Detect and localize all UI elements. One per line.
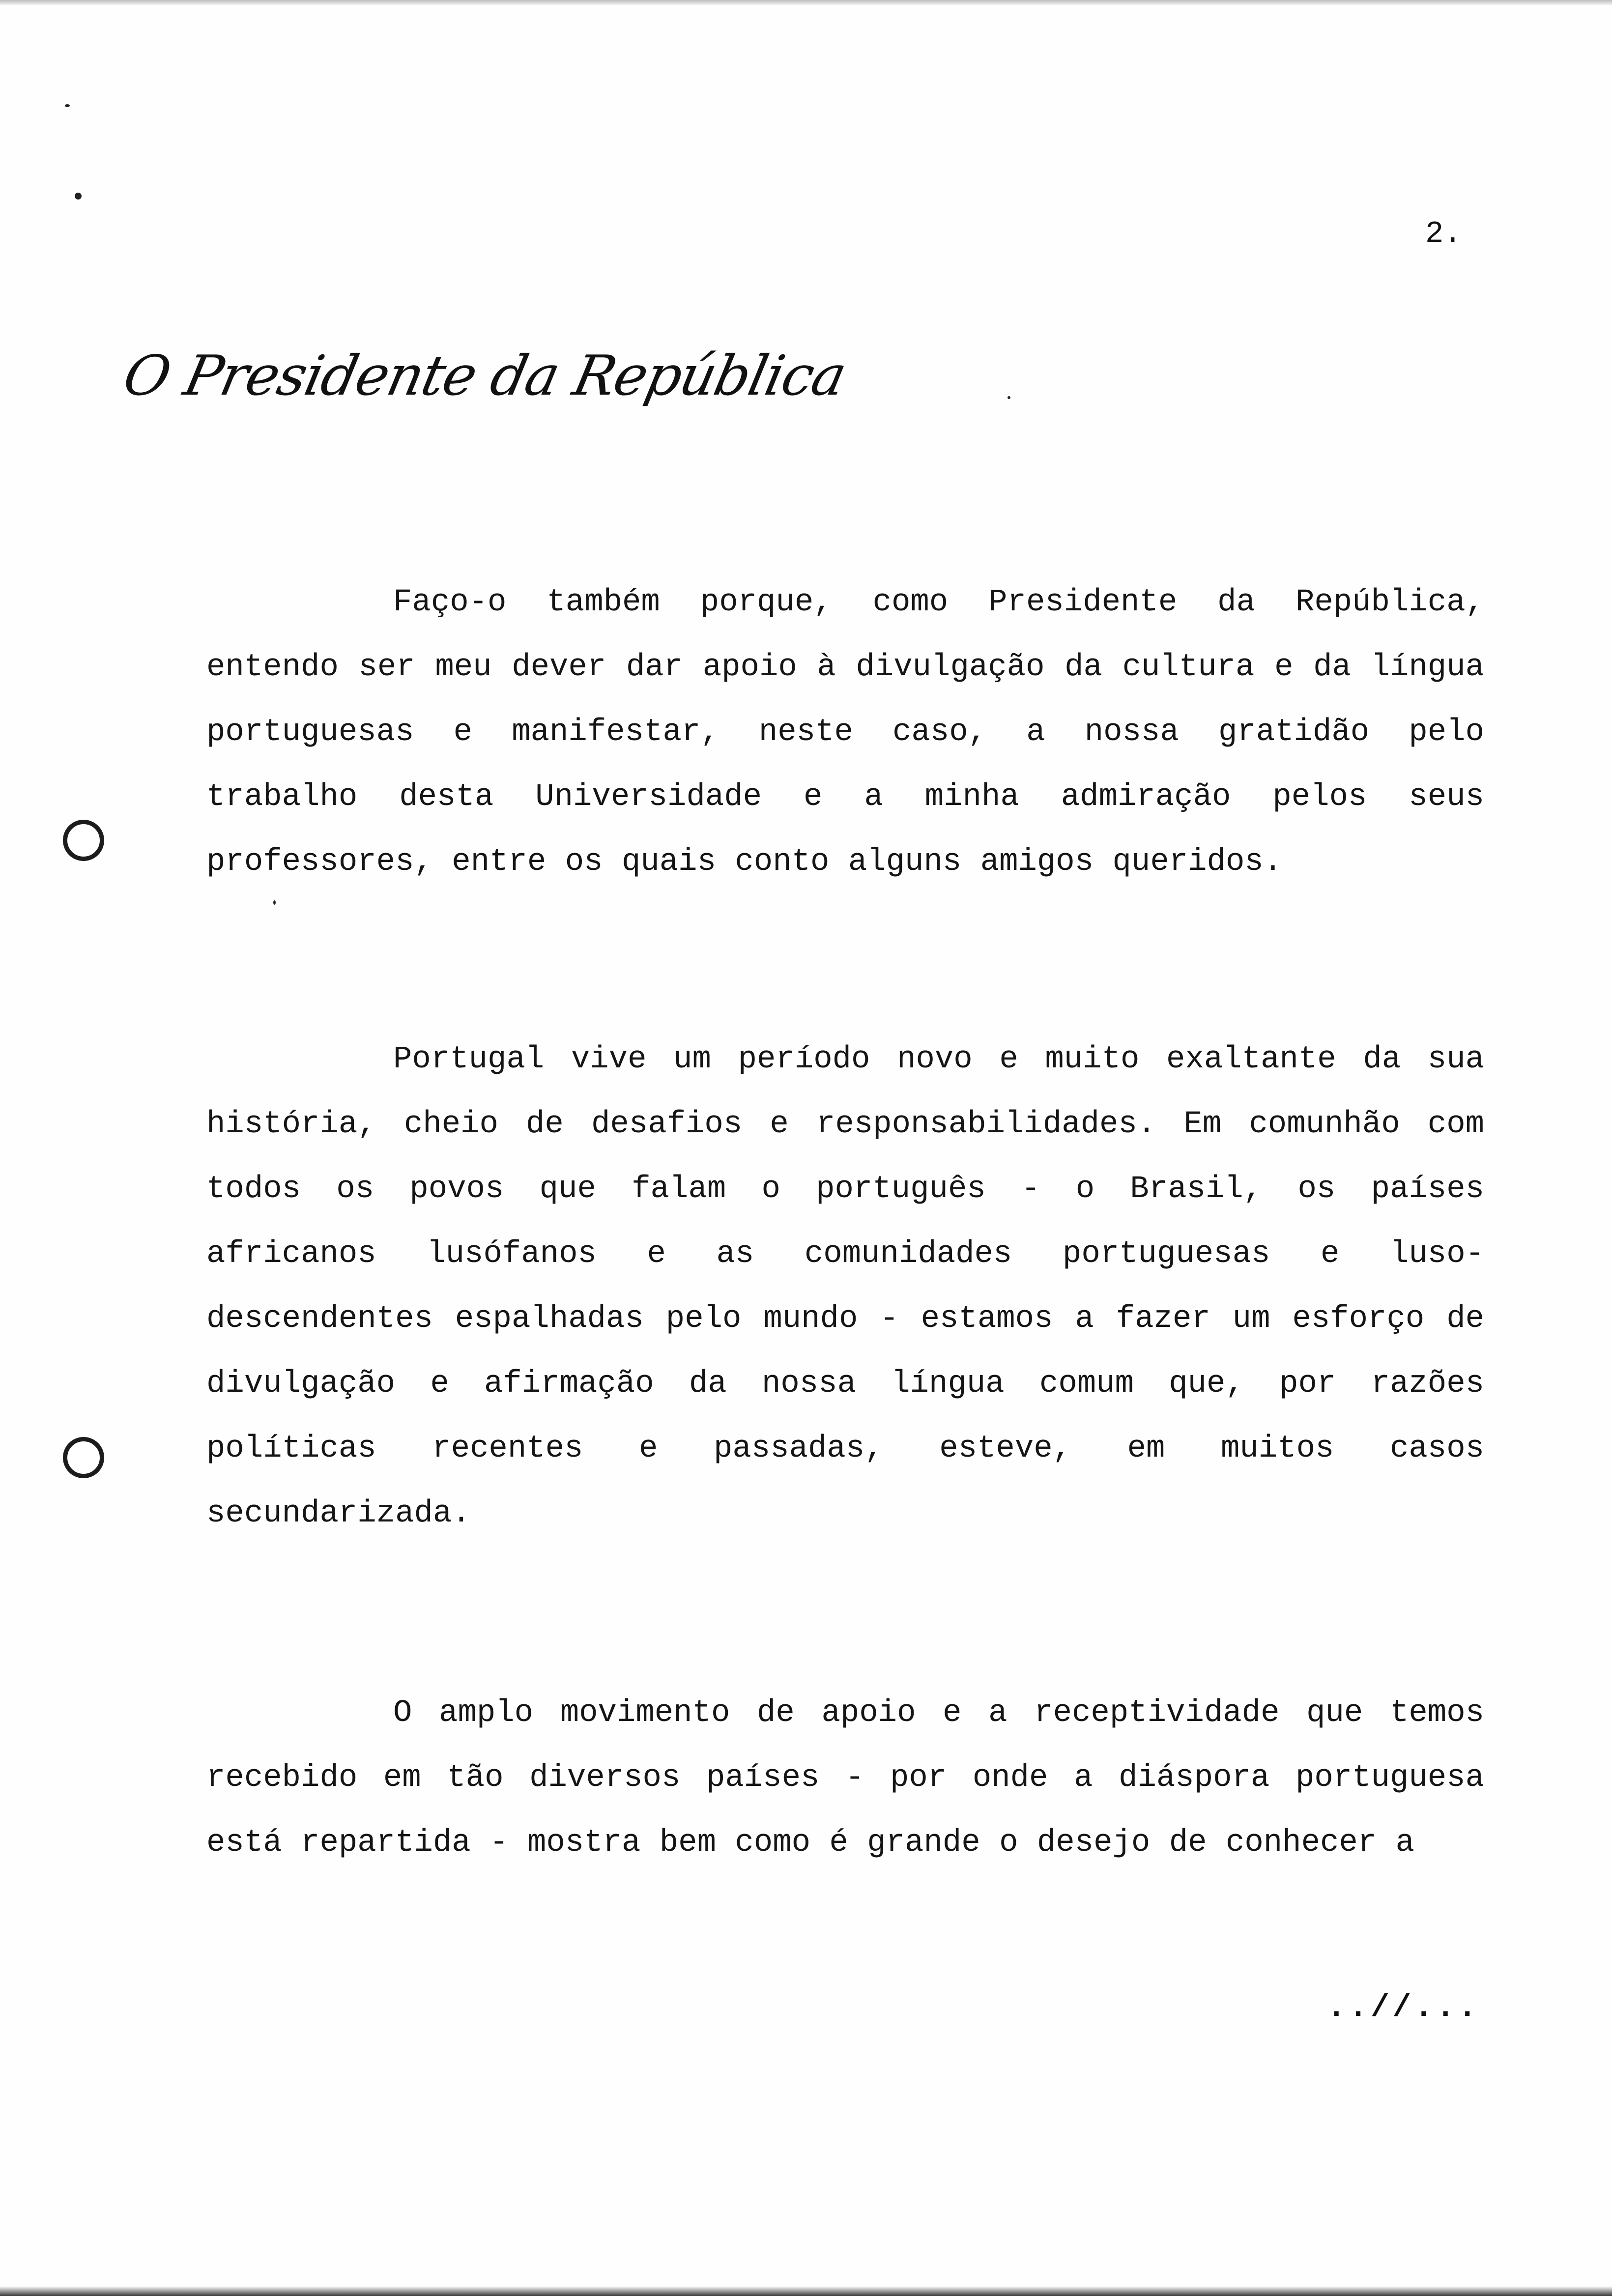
scan-speck: [65, 104, 70, 107]
scan-speck: [1008, 396, 1010, 399]
scan-speck: [273, 900, 276, 905]
continuation-mark: ..//...: [1327, 1990, 1480, 2026]
paragraph-1: Faço-o também porque, como Presidente da República, entendo ser meu dever dar apoio à divulgação da cultura e da língua portuguesas e manifestar, neste caso, a nossa gratidão pelo trabalho desta Universidade e a minha admiração pelos seus professores, entre os quais conto alguns amigos queridos.: [206, 585, 1484, 880]
scan-speck: [75, 193, 82, 200]
punch-hole-lower: [63, 1437, 104, 1478]
letterhead-title: O Presidente da República: [118, 344, 851, 408]
paragraph-3: O amplo movimento de apoio e a receptividade que temos recebido em tão diversos países - por onde a diáspora portuguesa está repartida - mostra bem como é grande o desejo de conhecer a: [206, 1695, 1484, 1861]
punch-hole-upper: [63, 820, 104, 861]
paragraph-2: Portugal vive um período novo e muito exaltante da sua história, cheio de desafios e responsabilidades. Em comunhão com todos os povos que falam o português - o Brasil, os países africanos lusófanos e as comunidades portuguesas e luso-descendentes espalhadas pelo mundo - estamos a fazer um esforço de divulgação e afirmação da nossa língua comum que, por razões políticas recentes e passadas, esteve, em muitos casos secundarizada.: [206, 1042, 1484, 1531]
page-number: 2.: [1425, 216, 1462, 251]
scan-bottom-edge: [0, 2286, 1612, 2296]
scan-top-edge: [0, 0, 1612, 5]
